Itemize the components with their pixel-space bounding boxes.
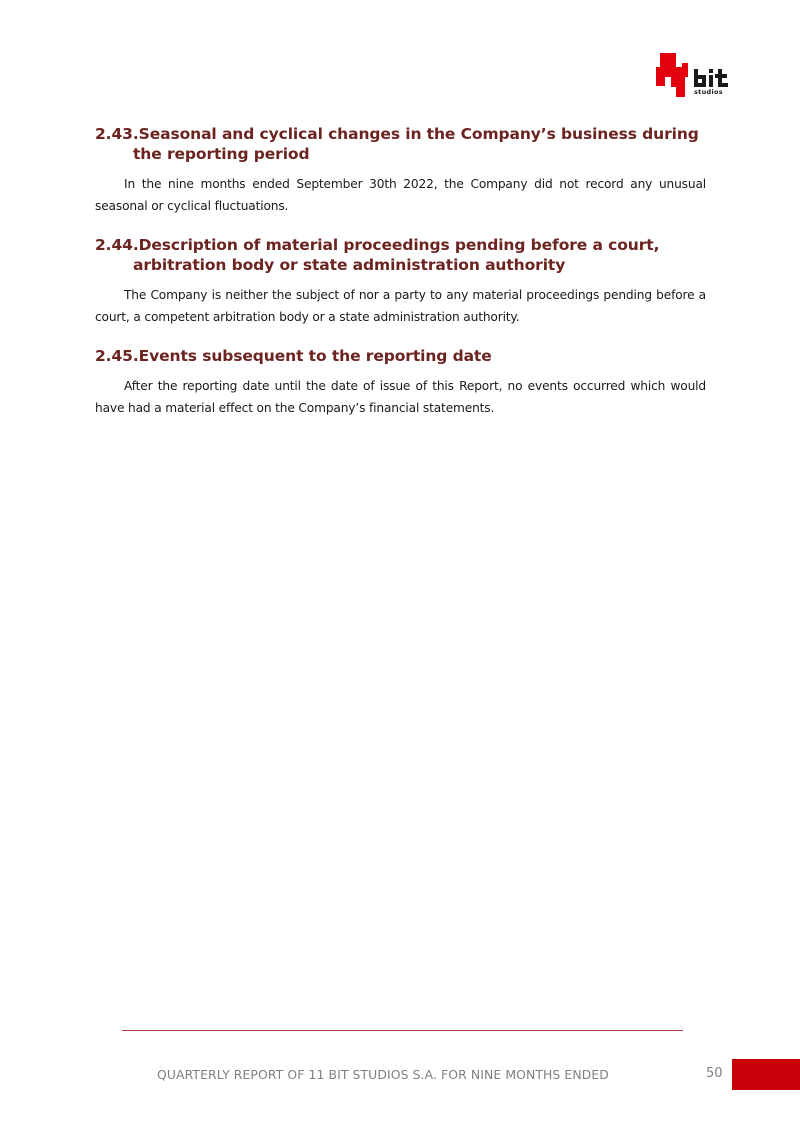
section-heading: 2.45.Events subsequent to the reporting date — [95, 347, 492, 365]
company-logo — [656, 53, 738, 99]
footer-report-title: QUARTERLY REPORT OF 11 BIT STUDIOS S.A. FOR NINE MONTHS ENDED — [157, 1067, 609, 1082]
section-body: After the reporting date until the date of issue of this Report, no events occurred which would have had a material effect on the Company’s financial statements. — [95, 379, 706, 415]
section-heading: 2.43.Seasonal and cyclical changes in the Company’s business during the reporting period — [95, 125, 699, 163]
section-body: In the nine months ended September 30th 2022, the Company did not record any unusual seasonal or cyclical fluctuations. — [95, 177, 706, 213]
page-number: 50 — [706, 1066, 723, 1081]
logo-mark — [656, 53, 688, 97]
logo-subtitle: studios — [694, 88, 723, 96]
section-2-43 — [95, 124, 706, 217]
main-content — [95, 124, 706, 437]
section-2-45 — [95, 346, 706, 419]
section-2-44 — [95, 235, 706, 328]
logo-wordmark — [694, 69, 728, 87]
footer-accent-block — [732, 1059, 800, 1090]
footer-divider — [122, 1030, 683, 1031]
section-body: The Company is neither the subject of nor a party to any material proceedings pending before a court, a competent arbitration body or a state administration authority. — [95, 288, 706, 324]
section-heading: 2.44.Description of material proceedings pending before a court, arbitration body or state administration authority — [95, 236, 660, 274]
